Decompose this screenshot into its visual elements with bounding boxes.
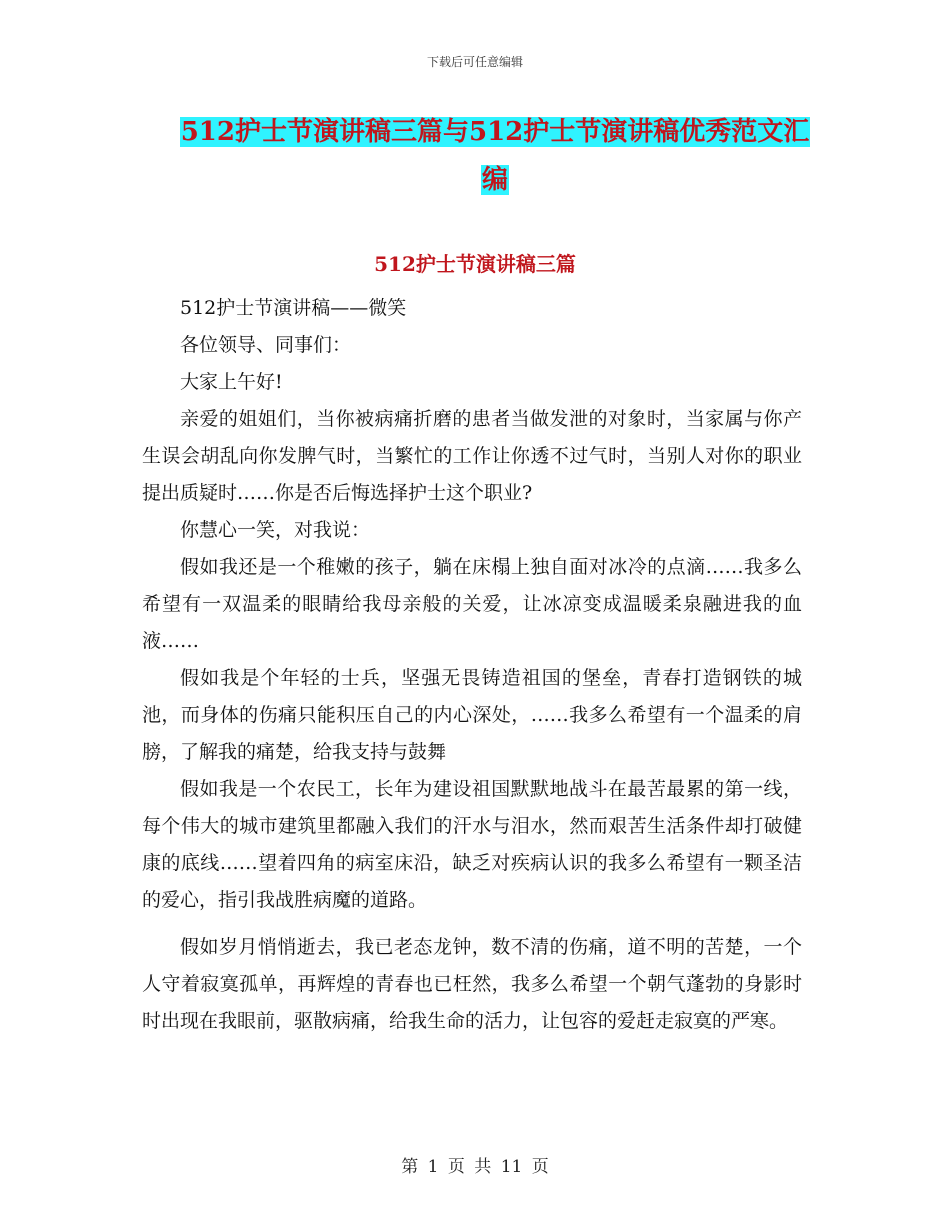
- paragraph: 假如岁月悄悄逝去，我已老态龙钟，数不清的伤痛，道不明的苦楚，一个人守着寂寞孤单，再辉煌的青春也已枉然，我多么希望一个朝气蓬勃的身影时时出现在我眼前，驱散病痛，给我生命的活力，让包容的爱赶走寂寞的严寒。: [142, 936, 802, 1032]
- paragraph: 假如我还是一个稚嫩的孩子，躺在床榻上独自面对冰冷的点滴……我多么希望有一双温柔的眼睛给我母亲般的关爱，让冰凉变成温暖柔泉融进我的血液……: [142, 556, 802, 652]
- paragraph: 亲爱的姐姐们，当你被病痛折磨的患者当做发泄的对象时，当家属与你产生误会胡乱向你发脾气时，当繁忙的工作让你透不过气时，当别人对你的职业提出质疑时……你是否后悔选择护士这个职业?: [142, 408, 802, 504]
- document-title-line-2: 编: [481, 165, 508, 195]
- document-title-line-1: 512护士节演讲稿三篇与512护士节演讲稿优秀范文汇: [180, 117, 810, 147]
- paragraph: 512护士节演讲稿——微笑: [180, 297, 407, 319]
- paragraph: 大家上午好!: [180, 371, 283, 393]
- paragraph: 各位领导、同事们：: [180, 334, 352, 356]
- paragraph: 假如我是个年轻的士兵，坚强无畏铸造祖国的堡垒，青春打造钢铁的城池，而身体的伤痛只能积压自己的内心深处，……我多么希望有一个温柔的肩膀，了解我的痛楚，给我支持与鼓舞: [142, 667, 802, 763]
- section-heading: 512护士节演讲稿三篇: [374, 252, 576, 276]
- paragraph: 假如我是一个农民工，长年为建设祖国默默地战斗在最苦最累的第一线，每个伟大的城市建筑里都融入我们的汗水与泪水，然而艰苦生活条件却打破健康的底线……望着四角的病室床沿，缺乏对疾病认识的我多么希望有一颗圣洁的爱心，指引我战胜病魔的道路。: [142, 778, 802, 911]
- body-text: [142, 290, 802, 1040]
- page-footer-pagination: 第 1 页 共 11 页: [401, 1157, 549, 1177]
- page-header-note: 下载后可任意编辑: [426, 55, 523, 69]
- document-title: [140, 108, 850, 204]
- paragraph: 你慧心一笑，对我说：: [180, 519, 371, 541]
